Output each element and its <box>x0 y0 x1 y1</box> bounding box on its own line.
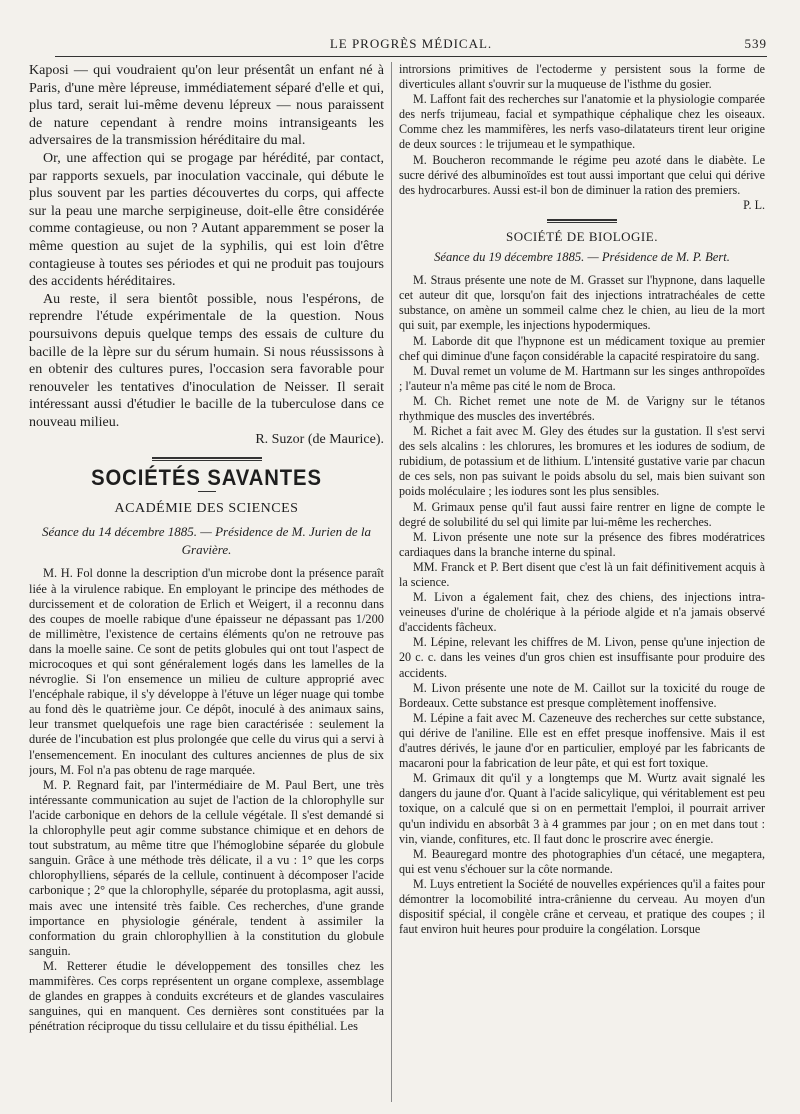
heading-dash <box>198 491 216 492</box>
section-heading: SOCIÉTÉS SAVANTES <box>91 465 322 491</box>
paragraph: introrsions primitives de l'ectoderme y persistent sous la forme de diverticules allant s'ouvrir sur la muqueuse de l'isthme du gosier. <box>399 62 765 92</box>
ornamental-rule <box>547 219 617 223</box>
paragraph: M. Lépine, relevant les chiffres de M. Livon, pense qu'une injection de 20 c. c. dans les veines d'un gros chien est insuffisante pour produire des accidents. <box>399 635 765 680</box>
initials: P. L. <box>743 197 765 212</box>
page-number: 539 <box>744 36 767 51</box>
paragraph: M. Duval remet un volume de M. Hartmann sur les singes anthropoïdes ; l'auteur n'a même pas cité le nom de Broca. <box>399 363 765 393</box>
paragraph: M. Laborde dit que l'hypnone est un médicament toxique au premier chef qui diminue d'une façon considérable la capacité respiratoire du sang. <box>399 333 765 363</box>
paragraph: M. Grimaux pense qu'il faut aussi faire rentrer en ligne de compte le degré de solubilité du sel qui limite par lui-même les recherches. <box>399 499 765 529</box>
seance-text: Séance du 19 décembre 1885. — Présidence de M. P. Bert. <box>434 250 730 265</box>
journal-title: LE PROGRÈS MÉDICAL. <box>329 36 493 51</box>
paragraph: M. Ch. Richet remet une note de M. de Varigny sur le tétanos rhythmique des muscles des invertébrés. <box>399 393 765 423</box>
paragraph: M. Grimaux dit qu'il y a longtemps que M. Wurtz avait signalé les dangers du jaune d'or. Quant à l'acide salicylique, qui véritablement est peu toxique, on a calculé que si on en permettait l'emploi, il pourrait arriver qu'un individu en absorbât 3 à 4 grammes par jour ; on en met dans tout : vin, viande, confitures, etc. Il faut donc le proscrire avec énergie. <box>399 771 765 846</box>
society-heading: SOCIÉTÉ DE BIOLOGIE. <box>506 228 658 244</box>
paragraph: M. H. Fol donne la description d'un microbe dont la présence paraît liée à la virulence rabique. En employant le principe des méthodes de durcissement et de coloration de Erlich et Weigert, il a reconnu dans des coupes de moelle rabique d'une épaisseur ne dépassant pas 1/200 de millimètre, l'existence de certains éléments qu'on ne retrouve pas dans la moelle saine. Ce sont de petits globules qui ont tout l'aspect de microcoques et qui sont généralement logés dans les lamelles de la névroglie. Si l'on ensemence un milieu de culture approprié avec l'encéphale rabique, il s'y développe à l'étuve un léger nuage qui tombe au fond dès le quatrième jour. Ce dépôt, inoculé à des animaux sains, leur transmet quelquefois une rage bien caractérisée : seulement la durée de l'incubation est plus prolongée que celle du virus qui a servi à l'ensemencement. En inoculant des cultures anciennes de plus de six jours, M. Fol n'a pas obtenu de rage marquée. <box>29 566 384 777</box>
paragraph: M. P. Regnard fait, par l'intermédiaire de M. Paul Bert, une très intéressante communication au sujet de l'action de la chlorophylle sur l'acide carbonique en dehors de la cellule végétale. Il s'est demandé si la chlorophylle peut agir comme substance chimique et en dehors de tout substratum, au même titre que l'hémoglobine séparée du globule sanguin. Grâce à une méthode très délicate, il a vu : 1° que les corps chlorophylliens, séparés de la cellule, continuent à décomposer l'acide carbonique ; 2° que la chlorophylle, séparée du protoplasma, agit aussi, mais avec une intensité très faible. Ces recherches, d'une grande importance en physiologie générale, tendent à assimiler la conformation du grain chlorophyllien à la constitution du globule sanguin. <box>29 777 384 958</box>
paragraph: M. Retterer étudie le développement des tonsilles chez les mammifères. Ces corps représentent un organe complexe, assemblage de glandes en grappes à conduits excréteurs et de glandes vasculaires sanguines, qui en manquent. Ces dernières sont constituées par la pénétration réciproque du tissu cellulaire et du tissu épithélial. Les <box>29 958 384 1034</box>
paragraph: Or, une affection qui se progage par hérédité, par contact, par rapports sexuels, par inoculation vaccinale, qui débute le plus souvent par les parties découvertes du corps, qui affecte sur la peau une marche serpigineuse, doit-elle être considérée comme contagieuse, ou non ? Autant apparemment se poser la même question au sujet de la syphilis, qui est loin d'être contagieuse à toutes ses périodes et qui ne produit pas toujours des accidents héréditaires. <box>29 150 384 290</box>
paragraph: MM. Franck et P. Bert disent que c'est là un fait définitivement acquis à la science. <box>399 559 765 589</box>
paragraph: M. Beauregard montre des photographies d'un cétacé, une megaptera, qui est venu s'échouer sur la côte normande. <box>399 846 765 876</box>
signature: R. Suzor (de Maurice). <box>255 432 384 448</box>
paragraph: Au reste, il sera bientôt possible, nous l'espérons, de reprendre l'étude expérimentale de la question. Nous poursuivons depuis quelque temps des essais de culture du bacille de la lèpre sur du sérum humain. Si nous réussissons à en obtenir des cultures pures, l'occasion sera favorable pour renouveler les tentatives d'inoculation de Neisser. Il serait intéressant aussi d'étudier le bacille de la tuberculose dans ce nouveau milieu. <box>29 291 384 430</box>
paragraph: M. Lépine a fait avec M. Cazeneuve des recherches sur cette substance, qui dérive de l'aniline. Elle est en effet presque inoffensive. Mais il est d'autres dérivés, le jaune d'or en particulier, employé par les fabricants de macaroni pour la fabrication de leur pâte, et qui est fort toxique. <box>399 710 765 771</box>
academy-body <box>29 566 384 1034</box>
page-header <box>55 34 767 57</box>
paragraph: M. Straus présente une note de M. Grasset sur l'hypnone, dans laquelle cet auteur dit que, lorsqu'on fait des injections intratrachéales de cette substance, on amène un sommeil calme chez le chien, au lieu de la mort qui suit, par exemple, les injections hypodermiques. <box>399 273 765 333</box>
left-column <box>29 62 384 1102</box>
paragraph: M. Boucheron recommande le régime peu azoté dans le diabète. Le sucre dérivé des albuminoïdes est tout aussi important que celui qui dérive des hydrocarbures. Aussi est-il bon de diminuer la ration des premiers. <box>399 152 765 197</box>
seance-line <box>399 250 765 265</box>
paragraph: M. Luys entretient la Société de nouvelles expériences qu'il a faites pour démontrer la locomobilité intra-crânienne du cerveau. Au moyen d'un dispositif spécial, il congèle crâne et cerveau, et pratique des coupes ; il faut environ huit heures pour produire la congélation. Lorsque <box>399 876 765 937</box>
ornamental-rule <box>152 457 262 461</box>
paragraph: M. Livon présente une note sur la présence des fibres modératrices cardiaques dans la branche interne du spinal. <box>399 529 765 559</box>
seance-line <box>29 523 384 558</box>
academy-heading: ACADÉMIE DES SCIENCES <box>114 500 299 516</box>
paragraph: M. Richet a fait avec M. Gley des études sur la gustation. Il s'est servi des sels alcalins : les chlorures, les bromures et les iodures de sodium, de rubidium, de potassium et de lithium. L'intensité gustative varie par chacun de ces sels, non pas suivant le poids absolu du sel, mais bien suivant son poids moléculaire ; les iodures sont les plus sensibles. <box>399 424 765 499</box>
right-column <box>399 62 765 1102</box>
paragraph: M. Laffont fait des recherches sur l'anatomie et la physiologie comparée des nerfs trijumeau, facial et sympathique céphalique chez les oiseaux. Comme chez les mammifères, les nerfs vaso-dilatateurs tirent leur origine de deux sources : le trijumeau et le sympathique. <box>399 92 765 152</box>
seance-text: Séance du 14 décembre 1885. — Présidence de M. Jurien de la Gravière. <box>41 524 372 557</box>
paragraph: M. Livon a également fait, chez des chiens, des injections intra-veineuses d'urine de cholérique à la période algide et n'a jamais observé d'accidents fâcheux. <box>399 590 765 635</box>
paragraph: M. Livon présente une note de M. Caillot sur la toxicité du rouge de Bordeaux. Cette substance est presque complètement inoffensive. <box>399 680 765 710</box>
paragraph: Kaposi — qui voudraient qu'on leur présentât un enfant né à Paris, d'une mère lépreuse, immédiatement séparé d'elle et qui, plus tard, serait lui-même devenu lépreux — nous paraissent de nature cependant à rendre moins intransigeants les adversaires de la transmission héréditaire du mal. <box>29 63 384 149</box>
column-divider <box>391 62 392 1102</box>
